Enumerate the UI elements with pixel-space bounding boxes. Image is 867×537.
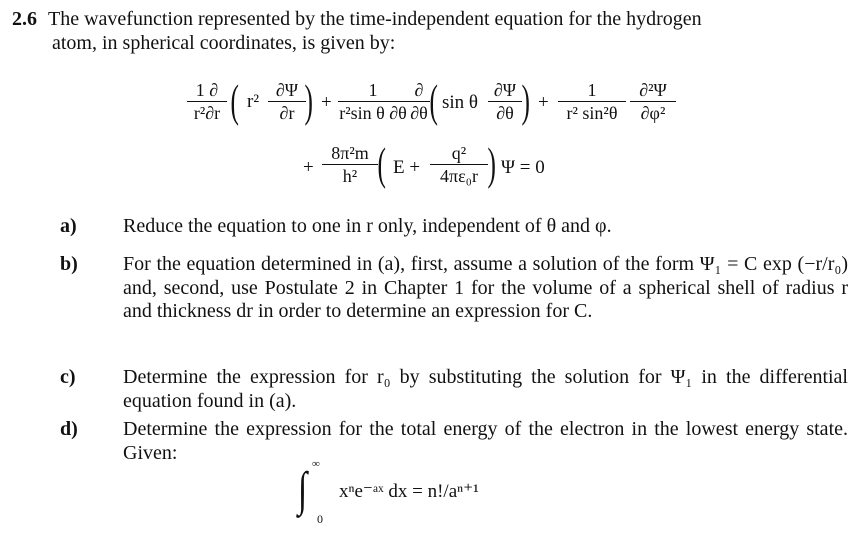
part-c-text: Determine the expression for r₀ by substituting the solution for Ψ₁ in the differential equation found in (a). <box>123 366 848 412</box>
part-d-text: Determine the expression for the total energy of the electron in the lowest energy state. Given: <box>123 418 848 464</box>
part-a-label: a) <box>60 215 77 237</box>
part-d-label: d) <box>60 418 78 440</box>
frac-d2psi-dphi2: ∂²Ψ ∂φ² <box>630 80 676 123</box>
integral-lower-limit: 0 <box>317 512 323 526</box>
equation-tail: Ψ = 0 <box>501 157 545 178</box>
frac-1-over-r2-dr: 1 ∂ r²∂r <box>187 80 227 123</box>
plus-1: + <box>321 92 332 113</box>
integral-expression: xⁿe⁻ᵃˣ dx = n!/aⁿ⁺¹ <box>339 481 479 502</box>
paren-close-1: ) <box>304 75 313 126</box>
problem-number: 2.6 <box>12 8 37 30</box>
paren-open-2: ( <box>429 75 438 126</box>
plus-3: + <box>303 157 314 178</box>
e-plus: E + <box>393 157 421 178</box>
intro-line-1: The wavefunction represented by the time-independent equation for the hydrogen <box>48 8 702 30</box>
frac-1-over-r2sin: 1 r²sin θ ∂θ <box>339 80 407 123</box>
integral-upper-limit: ∞ <box>312 458 320 470</box>
r-squared: r² <box>247 91 260 112</box>
frac-1-over-r2sin2: 1 r² sin²θ <box>558 80 626 123</box>
paren-close-3: ) <box>487 138 496 189</box>
part-b-label: b) <box>60 253 78 275</box>
plus-2: + <box>538 92 549 113</box>
part-a-text: Reduce the equation to one in r only, independent of θ and φ. <box>123 215 612 237</box>
frac-8pi2m-h2: 8π²m h² <box>322 143 378 186</box>
part-c-label: c) <box>60 366 76 388</box>
frac-d-dtheta: ∂ ∂θ <box>408 80 430 123</box>
frac-dpsi-dtheta: ∂Ψ ∂θ <box>488 80 522 123</box>
paren-open-1: ( <box>230 75 239 126</box>
integral-sign: ∫ <box>297 463 308 516</box>
intro-line-2: atom, in spherical coordinates, is given by: <box>52 32 396 54</box>
paren-close-2: ) <box>521 75 530 126</box>
problem-heading <box>12 8 702 31</box>
part-b-text: For the equation determined in (a), first, assume a solution of the form Ψ₁ = C exp (−r/r₀) and, second, use Postulate 2 in Chapter 1 for the volume of a spherical shell of radius r and thickness dr in order to determine an expression for C. <box>123 253 848 322</box>
frac-q2-coulomb: q² 4πε₀r <box>430 143 488 186</box>
frac-dpsi-dr: ∂Ψ ∂r <box>268 80 306 123</box>
paren-open-3: ( <box>377 138 386 189</box>
sin-theta: sin θ <box>442 92 479 113</box>
